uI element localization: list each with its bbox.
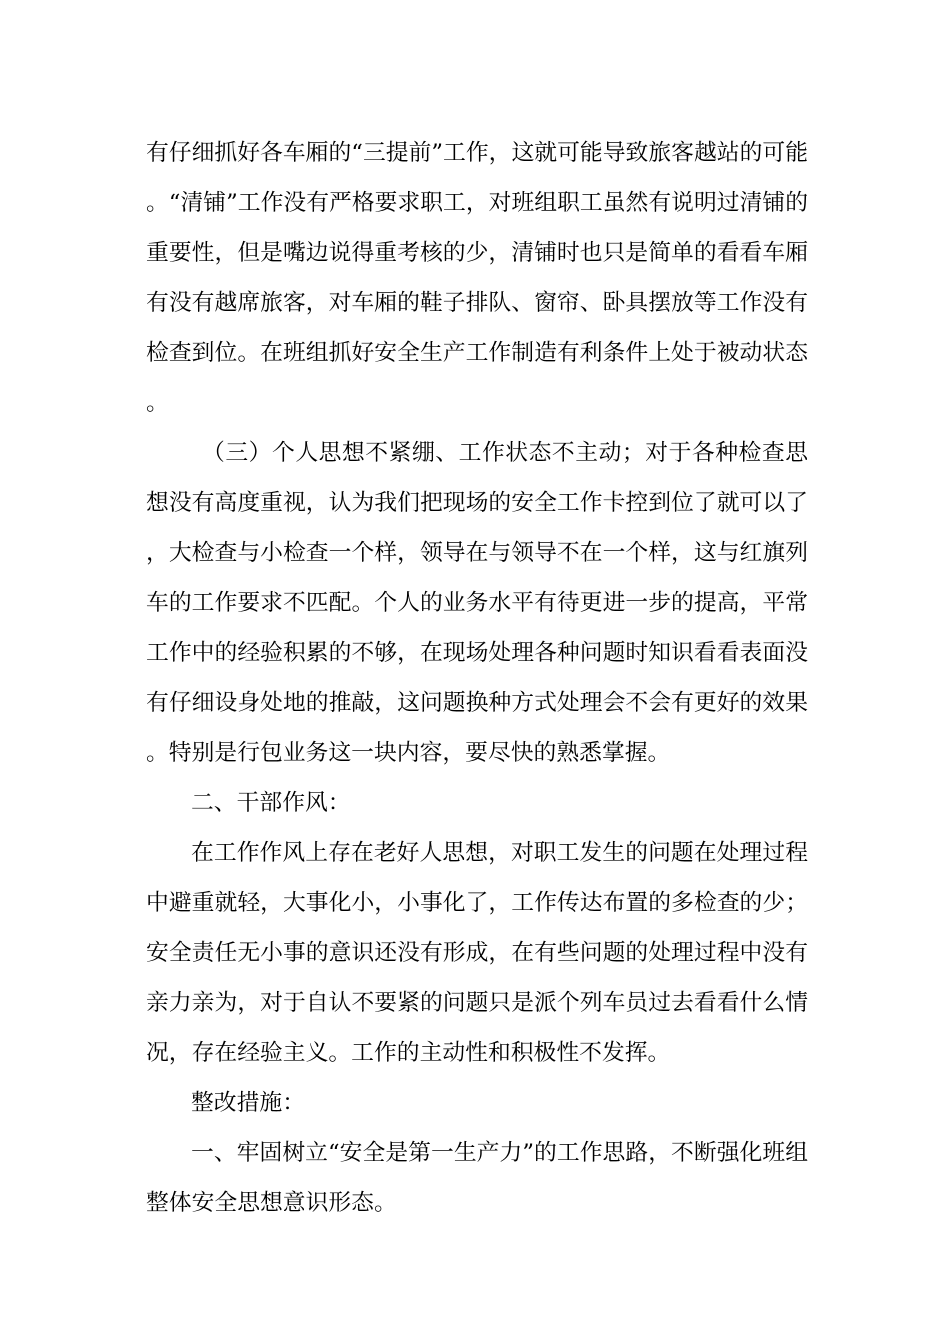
heading-rectification-measures: 整改措施：: [191, 1090, 305, 1116]
document-body: [146, 128, 808, 1228]
heading-cadre-style: 二、干部作风：: [191, 790, 351, 816]
paragraph-continuation: 有仔细抓好各车厢的“三提前”工作，这就可能导致旅客越站的可能。“清铺”工作没有严格要求职工，对班组职工虽然有说明过清铺的重要性，但是嘴边说得重考核的少，清铺时也只是简单的看看车厢有没有越席旅客，对车厢的鞋子排队、窗帘、卧具摆放等工作没有检查到位。在班组抓好安全生产工作制造有利条件上处于被动状态。: [146, 140, 808, 416]
paragraph-measure-one: 一、牢固树立“安全是第一生产力”的工作思路，不断强化班组整体安全思想意识形态。: [146, 1140, 808, 1216]
paragraph-section-three: （三）个人思想不紧绷、工作状态不主动；对于各种检查思想没有高度重视，认为我们把现场的安全工作卡控到位了就可以了，大检查与小检查一个样，领导在与领导不在一个样，这与红旗列车的工作要求不匹配。个人的业务水平有待更进一步的提高，平常工作中的经验积累的不够，在现场处理各种问题时知识看看表面没有仔细设身处地的推敲，这问题换种方式处理会不会有更好的效果。特别是行包业务这一块内容，要尽快的熟悉掌握。: [146, 440, 808, 766]
paragraph-cadre-style: 在工作作风上存在老好人思想，对职工发生的问题在处理过程中避重就轻，大事化小，小事化了，工作传达布置的多检查的少；安全责任无小事的意识还没有形成，在有些问题的处理过程中没有亲力亲为，对于自认不要紧的问题只是派个列车员过去看看什么情况，存在经验主义。工作的主动性和积极性不发挥。: [146, 840, 808, 1066]
